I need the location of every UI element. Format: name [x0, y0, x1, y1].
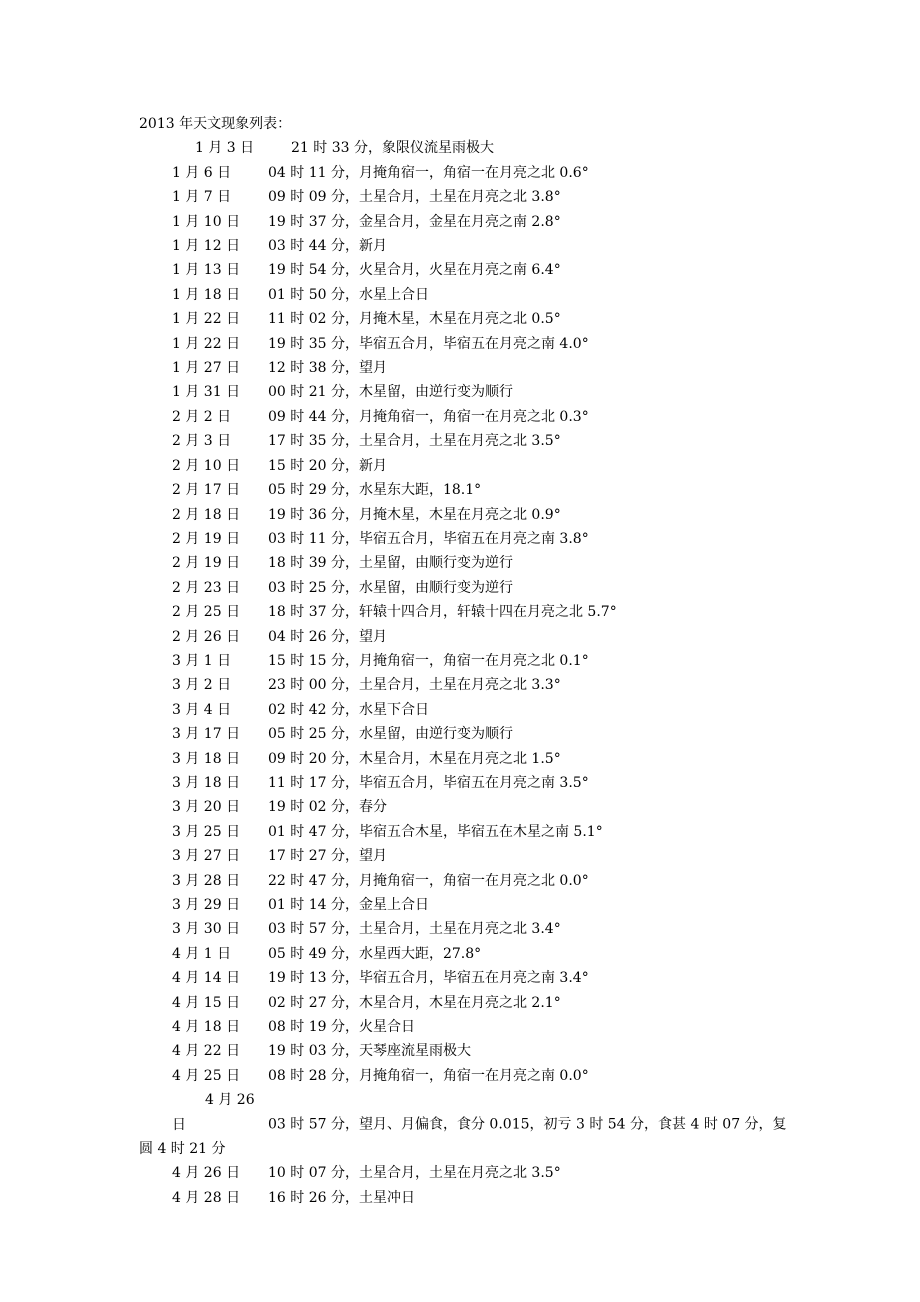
event-description: 01 时 50 分，水星上合日	[268, 286, 429, 303]
event-entry	[139, 1064, 799, 1088]
event-entry	[139, 307, 799, 331]
event-entry	[139, 454, 799, 478]
event-entry	[139, 1186, 799, 1210]
event-entry	[139, 380, 799, 404]
event-description: 18 时 37 分，轩辕十四合月，轩辕十四在月亮之北 5.7°	[268, 604, 617, 621]
event-date: 1 月 10 日	[172, 213, 241, 230]
event-date: 2 月 17 日	[172, 482, 241, 499]
event-date: 1 月 3 日	[195, 140, 255, 157]
event-description: 15 时 20 分，新月	[268, 457, 387, 474]
event-entry	[139, 942, 799, 966]
event-date: 4 月 18 日	[172, 1019, 241, 1036]
event-date: 2 月 19 日	[172, 530, 241, 547]
event-description: 03 时 57 分，土星合月，土星在月亮之北 3.4°	[268, 921, 561, 938]
event-entry	[139, 210, 799, 234]
event-description: 03 时 11 分，毕宿五合月，毕宿五在月亮之南 3.8°	[268, 530, 589, 547]
event-date: 4 月 14 日	[172, 970, 241, 987]
event-date: 1 月 13 日	[172, 262, 241, 279]
event-date: 3 月 28 日	[172, 872, 241, 889]
event-entry	[139, 1039, 799, 1063]
event-date: 2 月 26 日	[172, 628, 241, 645]
event-date: 3 月 4 日	[172, 701, 232, 718]
event-description: 19 时 03 分，天琴座流星雨极大	[268, 1043, 471, 1060]
event-description: 18 时 39 分，土星留，由顺行变为逆行	[268, 555, 513, 572]
event-entry	[139, 917, 799, 941]
event-entry	[139, 258, 799, 282]
event-description: 09 时 44 分，月掩角宿一，角宿一在月亮之北 0.3°	[268, 408, 589, 425]
event-entry	[139, 893, 799, 917]
event-entry	[139, 185, 799, 209]
event-description: 08 时 19 分，火星合日	[268, 1019, 415, 1036]
event-date: 2 月 23 日	[172, 579, 241, 596]
event-description: 01 时 14 分，金星上合日	[268, 897, 429, 913]
event-description: 19 时 35 分，毕宿五合月，毕宿五在月亮之南 4.0°	[268, 335, 589, 352]
event-date: 3 月 17 日	[172, 726, 241, 743]
event-entry	[139, 478, 799, 502]
event-date: 4 月 26 日	[172, 1165, 241, 1182]
event-description: 11 时 02 分，月掩木星，木星在月亮之北 0.5°	[268, 311, 561, 328]
event-date: 1 月 6 日	[172, 164, 232, 181]
event-description: 05 时 25 分，水星留，由逆行变为顺行	[268, 726, 513, 743]
document-body	[139, 112, 799, 1210]
event-description: 09 时 20 分，木星合月，木星在月亮之北 1.5°	[268, 750, 561, 767]
event-entry	[139, 283, 799, 307]
event-entry	[139, 1161, 799, 1185]
event-description: 11 时 17 分，毕宿五合月，毕宿五在月亮之南 3.5°	[268, 774, 589, 791]
document-title: 2013 年天文现象列表：	[139, 116, 292, 132]
event-entry	[139, 673, 799, 697]
event-entry	[139, 820, 799, 844]
event-description: 19 时 13 分，毕宿五合月，毕宿五在月亮之南 3.4°	[268, 970, 589, 987]
event-entry	[139, 356, 799, 380]
event-entry	[139, 722, 799, 746]
event-description: 22 时 47 分，月掩角宿一，角宿一在月亮之北 0.0°	[268, 872, 589, 889]
event-date: 3 月 29 日	[172, 897, 241, 913]
event-description: 05 时 29 分，水星东大距，18.1°	[268, 482, 482, 499]
event-date: 4 月 25 日	[172, 1067, 241, 1084]
event-entry	[139, 600, 799, 624]
event-date: 3 月 25 日	[172, 823, 241, 840]
event-date: 3 月 20 日	[172, 799, 241, 816]
event-date: 4 月 15 日	[172, 994, 241, 1011]
event-date: 3 月 18 日	[172, 774, 241, 791]
event-date: 4 月 22 日	[172, 1043, 241, 1060]
event-date: 1 月 12 日	[172, 238, 241, 255]
event-date: 1 月 31 日	[172, 384, 241, 401]
event-entry	[139, 698, 799, 722]
event-entry	[139, 869, 799, 893]
event-date: 4 月 28 日	[172, 1189, 241, 1206]
event-date: 1 月 7 日	[172, 189, 232, 206]
event-description: 19 时 37 分，金星合月，金星在月亮之南 2.8°	[268, 213, 561, 230]
event-entry	[139, 844, 799, 868]
event-date: 2 月 25 日	[172, 604, 241, 621]
event-date: 3 月 30 日	[172, 921, 241, 938]
event-entry	[139, 576, 799, 600]
event-entry	[139, 649, 799, 673]
event-entry	[139, 136, 799, 160]
event-description: 10 时 07 分，土星合月，土星在月亮之北 3.5°	[268, 1165, 561, 1182]
event-description: 12 时 38 分，望月	[268, 360, 387, 377]
event-list	[139, 136, 799, 1210]
event-date: 2 月 3 日	[172, 433, 232, 450]
event-description: 02 时 27 分，木星合月，木星在月亮之北 2.1°	[268, 994, 561, 1011]
event-date: 2 月 10 日	[172, 457, 241, 474]
event-date: 2 月 19 日	[172, 555, 241, 572]
event-description: 16 时 26 分，土星冲日	[268, 1189, 415, 1206]
event-description: 05 时 49 分，水星西大距，27.8°	[268, 945, 482, 962]
event-date: 3 月 1 日	[172, 652, 232, 669]
event-description: 01 时 47 分，毕宿五合木星，毕宿五在木星之南 5.1°	[268, 823, 603, 840]
event-description: 03 时 25 分，水星留，由顺行变为逆行	[268, 579, 513, 596]
event-date: 4 月 1 日	[172, 945, 232, 962]
event-date: 4 月 26 日	[172, 1092, 255, 1133]
event-entry	[139, 1015, 799, 1039]
event-date: 3 月 2 日	[172, 677, 232, 694]
event-entry	[139, 234, 799, 258]
event-description: 19 时 02 分，春分	[268, 799, 387, 816]
event-entry	[139, 625, 799, 649]
event-description: 02 时 42 分，水星下合日	[268, 701, 429, 718]
event-entry	[139, 747, 799, 771]
event-entry	[139, 332, 799, 356]
event-entry	[139, 429, 799, 453]
event-description: 04 时 26 分，望月	[268, 628, 387, 645]
event-description: 15 时 15 分，月掩角宿一，角宿一在月亮之北 0.1°	[268, 652, 589, 669]
event-date: 1 月 22 日	[172, 311, 241, 328]
event-date: 3 月 27 日	[172, 848, 241, 865]
event-entry	[139, 503, 799, 527]
event-description: 19 时 54 分，火星合月，火星在月亮之南 6.4°	[268, 262, 561, 279]
event-date: 2 月 18 日	[172, 506, 241, 523]
event-entry	[139, 405, 799, 429]
event-description: 17 时 27 分，望月	[268, 848, 387, 865]
event-description: 03 时 57 分，望月、月偏食，食分 0.015，初亏 3 时 54 分，食甚 4 时 07 分，复圆 4 时 21 分	[139, 1116, 787, 1158]
event-description: 23 时 00 分，土星合月，土星在月亮之北 3.3°	[268, 677, 561, 694]
event-date: 1 月 18 日	[172, 286, 241, 303]
event-entry	[139, 161, 799, 185]
event-entry	[139, 527, 799, 551]
event-entry	[139, 991, 799, 1015]
event-date: 1 月 27 日	[172, 360, 241, 377]
event-description: 19 时 36 分，月掩木星，木星在月亮之北 0.9°	[268, 506, 561, 523]
event-description: 04 时 11 分，月掩角宿一，角宿一在月亮之北 0.6°	[268, 164, 589, 181]
event-entry	[139, 551, 799, 575]
event-description: 08 时 28 分，月掩角宿一，角宿一在月亮之南 0.0°	[268, 1067, 589, 1084]
event-entry	[139, 1088, 799, 1161]
event-entry	[139, 771, 799, 795]
event-description: 00 时 21 分，木星留，由逆行变为顺行	[268, 384, 513, 401]
event-date: 2 月 2 日	[172, 408, 232, 425]
event-description: 03 时 44 分，新月	[268, 238, 387, 255]
event-date: 3 月 18 日	[172, 750, 241, 767]
event-description: 09 时 09 分，土星合月，土星在月亮之北 3.8°	[268, 189, 561, 206]
event-entry	[139, 795, 799, 819]
event-description: 21 时 33 分，象限仪流星雨极大	[291, 140, 494, 157]
event-date: 1 月 22 日	[172, 335, 241, 352]
event-description: 17 时 35 分，土星合月，土星在月亮之北 3.5°	[268, 433, 561, 450]
event-entry	[139, 966, 799, 990]
